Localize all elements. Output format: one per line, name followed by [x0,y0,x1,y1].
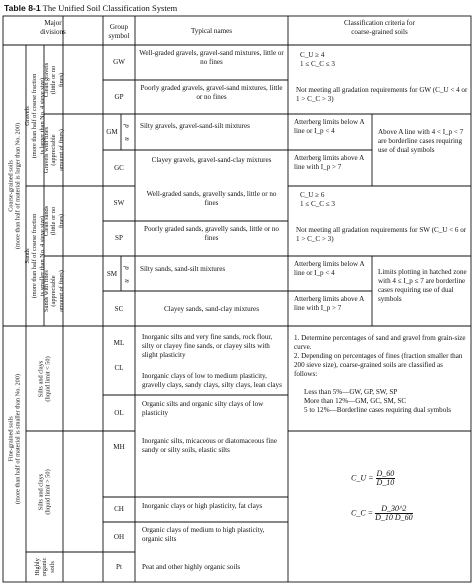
gm-subdivision-d: d [122,124,131,128]
typical-name-oh: Organic clays of medium to high plasticity, organic silts [142,526,265,543]
formula-cc-denominator: D_10 D_60 [375,513,413,522]
criteria-sp: Not meeting all gradation requirements for SW (C_U < 6 or 1 > C_C > 3) [296,226,467,243]
criteria-more-than-12: More than 12%—GM, GC, SM, SC [304,397,407,405]
criteria-sm: Atterberg limits below A line or I_p < 4 [294,260,365,277]
group-symbol-ml: ML [113,339,125,347]
criteria-gp: Not meeting all gradation requirements for GW (C_U < 4 or 1 > C_C > 3) [296,86,468,103]
group-symbol-ol: OL [114,409,124,417]
formula-cc [351,505,413,522]
group-symbol-gp: GP [114,93,124,101]
division-sands: Sands (more than half of coarse fraction is smaller than No. 4 sieve size) [24,213,46,299]
typical-name-gw: Well-graded gravels, gravel-sand mixtures, little or no fines [139,49,284,66]
typical-name-gc: Clayey gravels, gravel-sand-clay mixtures [151,156,272,164]
typical-name-sp: Poorly graded sands, gravelly sands, little or no fines [144,225,279,242]
division-sands-with-fines: Sands with fines (appreciable amount of fines) [42,270,65,312]
typical-name-sc: Clayey sands, sand-clay mixtures [164,305,259,313]
division-clean-gravels: Clean gravels (little or no fines) [42,62,65,97]
formula-cc-numerator: D_30^2 [375,505,413,514]
sm-subdivision-u: u [122,279,131,283]
division-silts-clays-low: Silts and clays (liquid limit < 50) [37,355,52,402]
group-symbol-gm: GM [106,128,118,136]
group-symbol-sm: SM [106,270,118,278]
formula-cc-fraction [375,505,413,522]
group-symbol-gw: GW [113,58,125,66]
group-symbol-pt: Pt [116,563,122,571]
formula-cu-numerator: D_60 [376,469,395,478]
criteria-sc: Atterberg limits above A line with I_p > 7 [294,295,364,312]
typical-name-ol: Organic silts and organic silty clays of low plasticity [142,400,264,417]
typical-name-ch: Inorganic clays or high plasticity, fat clays [142,502,263,510]
criteria-step-2: 2. Depending on percentages of fines (fraction smaller than 200 sieve size), coarse-grained soils are classified as follows: [294,352,463,378]
group-symbol-oh: OH [113,533,125,541]
group-symbol-mh: MH [113,443,125,451]
criteria-gravel-dual: Above A line with 4 < I_p < 7 are borderline cases requiring use of dual symbols [378,128,464,154]
header-criteria: Classification criteria for coarse-grained soils [344,19,415,36]
formula-cu-denominator: D_10 [376,478,395,487]
group-symbol-ch: CH [114,505,124,513]
header-typical-names: Typical names [190,27,233,35]
division-fine-grained: Fine-grained soils (more than half of material is smaller than No. 200) [7,373,22,505]
typical-name-ml: Inorganic silts and very fine sands, rock flour, silty or clayey fine sands, or clayey silts with slight plasticity [142,333,273,359]
caption-text: The Unified Soil Classification System [42,3,178,13]
criteria-5-to-12: 5 to 12%—Borderline cases requiring dual symbols [304,406,451,414]
group-symbol-sw: SW [113,199,125,207]
criteria-sw: C_U ≥ 6 1 ≤ C_C ≤ 3 [300,191,335,208]
criteria-gw: C_U ≥ 4 1 ≤ C_C ≤ 3 [300,51,335,68]
criteria-sand-dual: Limits plotting in hatched zone with 4 ≤ I_p ≤ 7 are borderline cases requiring use of dual symbols [378,268,467,303]
typical-name-sw: Well-graded sands, gravelly sands, little or no fines [146,190,277,207]
header-group-symbol: Group symbol [108,23,130,40]
criteria-step-1: 1. Determine percentages of sand and gravel from grain-size curve. [294,334,466,351]
criteria-less-than-5: Less than 5%—GW, GP, SW, SP [304,388,398,396]
caption-label: Table 8-1 [4,3,41,13]
typical-name-pt: Peat and other highly organic soils [142,563,241,571]
formula-cu-lhs: C_U = [351,473,374,483]
typical-name-gm: Silty gravels, gravel-sand-silt mixtures [140,122,250,130]
division-coarse-grained: Coarse-grained soils (more than half of material is larger than No. 200) [7,122,22,249]
formula-cu [351,470,395,487]
group-symbol-sp: SP [115,234,123,242]
division-silts-clays-high: Silts and clays (liquid limit > 50) [37,468,52,515]
formula-cc-lhs: C_C = [351,508,374,518]
criteria-gc: Atterberg limits above A line with I_p > 7 [294,154,364,171]
gm-subdivision-u: u [122,137,131,141]
sm-subdivision-d: d [122,266,131,270]
division-gravels-with-fines: Gravels with fines (appreciable amount of fines) [42,126,65,174]
group-symbol-sc: SC [114,305,124,313]
criteria-gm: Atterberg limits below A line or I_p < 4 [294,118,365,135]
typical-name-mh: Inorganic silts, micaceous or diatomaceous fine sandy or silty soils, elastic silts [142,437,278,454]
division-gravels: Gravels (more than half of coarse fraction is larger than No. 4 sieve size) [24,73,46,158]
typical-name-gp: Poorly graded gravels, gravel-sand mixtures, little or no fines [140,84,283,101]
typical-name-cl: Inorganic clays of low to medium plasticity, gravelly clays, sandy clays, silty clays, lean clays [142,372,282,389]
formula-cu-fraction [376,470,396,487]
group-symbol-cl: CL [114,364,124,372]
division-clean-sands: Clean sands (little or no fines) [42,205,65,237]
group-symbol-gc: GC [114,164,124,172]
header-major-divisions: Major divisions [40,19,66,36]
typical-name-sm: Silty sands, sand-silt mixtures [140,265,226,273]
division-highly-organic: Highly organic soils [33,557,56,577]
